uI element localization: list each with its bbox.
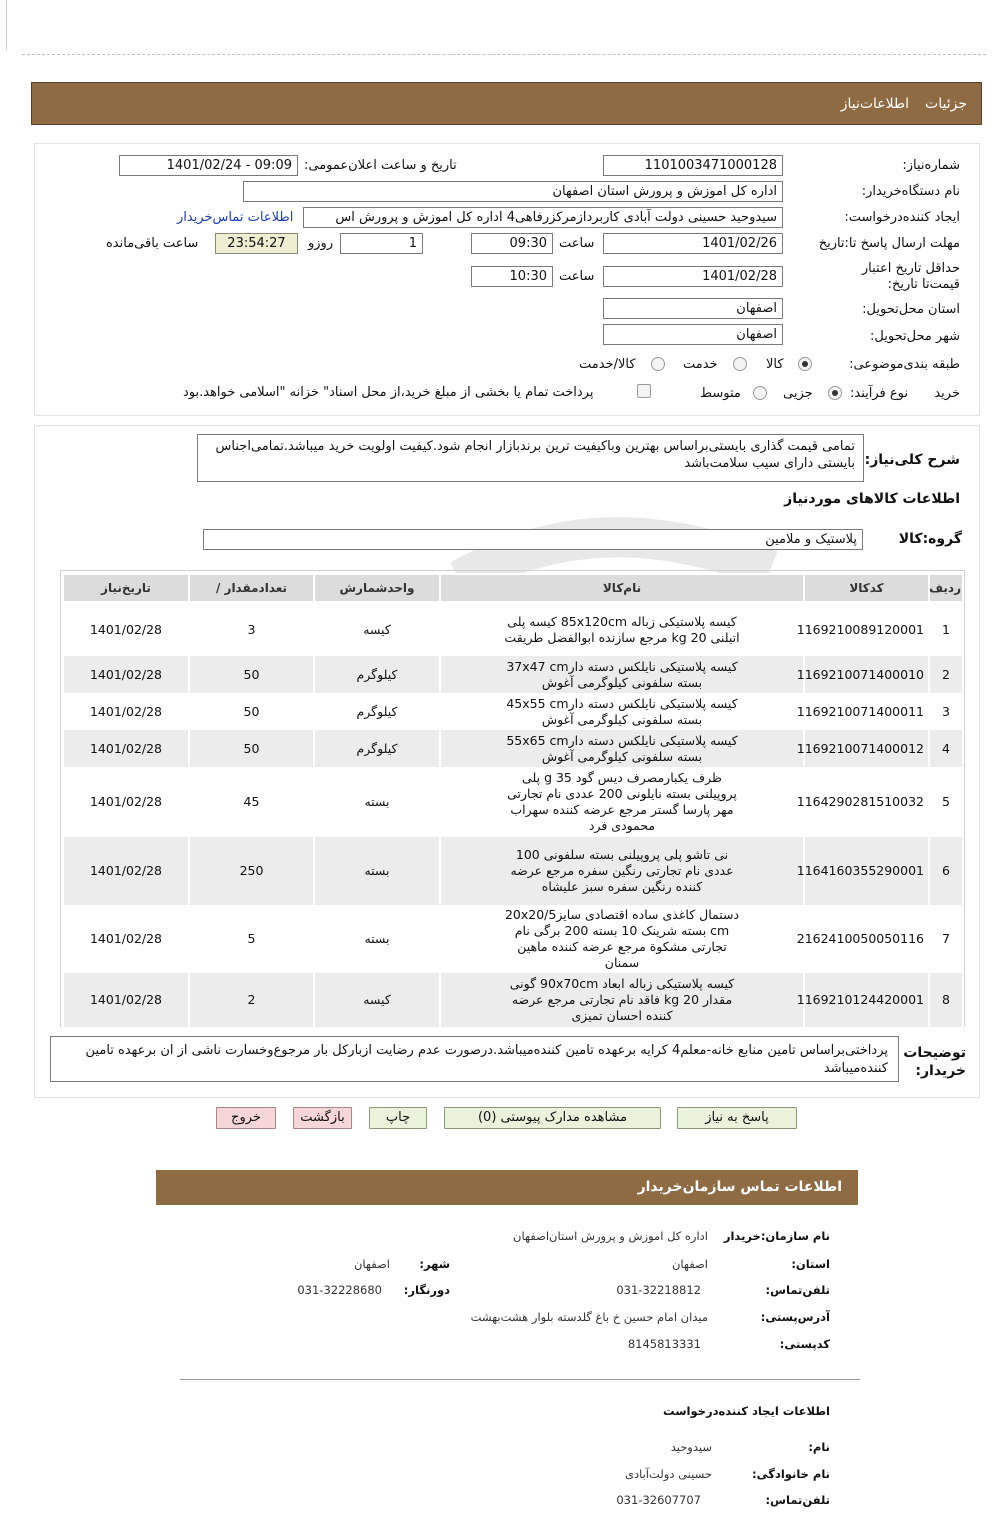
top-divider [22, 54, 986, 55]
cell-name: نی تاشو پلی پروپیلنی بسته سلفونی 100 عددی نام تجارتی رنگین سفره مرجع عرضه کننده رنگین سفره سبز علیشاه [440, 837, 804, 905]
contact-org-value: اداره کل اموزش و پرورش استان‌اصفهان [513, 1229, 708, 1243]
back-button[interactable]: بازگشت [293, 1107, 352, 1129]
cell-name: دستمال کاغذی ساده اقتصادی سایز20x20/5 cm بسته شرینک 10 بسته 200 برگی نام تجارتی مشکوة مرجع عرضه کننده ماهین سمنان [440, 905, 804, 973]
cell-name: کیسه پلاستیکی نایلکس دسته دار45x55 cm بسته سلفونی کیلوگرمی آغوش [440, 693, 804, 730]
cell-qty: 250 [189, 837, 314, 905]
table-row [63, 767, 963, 837]
contact-city-value: اصفهان [353, 1257, 390, 1271]
buyer-org-field: اداره کل اموزش و پرورش استان اصفهان [243, 181, 783, 202]
cell-name: کیسه پلاستیکی زباله 85x120cm کیسه پلی اتیلنی 20 kg مرجع سازنده ابوالفضل طریقت [440, 602, 804, 656]
buyer-contact-link[interactable]: اطلاعات تماس‌خریدار [177, 210, 294, 225]
need-number-label: شماره‌نیاز: [902, 158, 960, 173]
col-unit: واحدشمارش [314, 574, 440, 602]
days-field: 1 [340, 233, 423, 254]
cell-qty: 3 [189, 602, 314, 656]
treasury-payment-checkbox[interactable] [637, 384, 651, 398]
announce-label: تاریخ و ساعت اعلان‌عمومی: [304, 158, 457, 173]
cell-unit: کیلوگرم [314, 693, 440, 730]
cell-code: 2162410050050116 [804, 905, 929, 973]
category-both-radio[interactable] [651, 357, 665, 371]
cell-qty: 50 [189, 693, 314, 730]
group-field: پلاستیک و ملامین [203, 529, 863, 550]
remaining-label: ساعت باقی‌مانده [106, 236, 199, 251]
contact-city-label: شهر: [419, 1257, 450, 1271]
col-qty: تعدادمقدار / [189, 574, 314, 602]
cell-unit: بسته [314, 905, 440, 973]
contact-address-label: آدرس‌پستی: [760, 1310, 830, 1324]
table-row [63, 656, 963, 693]
tab-need-info[interactable]: اطلاعات‌نیاز [840, 95, 910, 112]
contact-section-header: اطلاعات تماس سازمان‌خریدار [156, 1170, 858, 1205]
process-medium-label: متوسط [700, 386, 741, 401]
creator-family-value: حسینی دولت‌آبادی [624, 1467, 712, 1481]
cell-unit: بسته [314, 767, 440, 837]
cell-unit: کیلوگرم [314, 656, 440, 693]
exit-button[interactable]: خروج [216, 1107, 276, 1129]
cell-code: 1169210071400011 [804, 693, 929, 730]
cell-unit: کیسه [314, 602, 440, 656]
creator-label: ایجاد کننده‌درخواست: [844, 210, 960, 225]
treasury-payment-note: پرداخت تمام یا بخشی از مبلغ خرید،از محل اسناد" خزانه "اسلامی خواهد.بود [183, 385, 594, 400]
cell-row: 4 [929, 730, 963, 767]
cell-code: 1169210089120001 [804, 602, 929, 656]
cell-row: 5 [929, 767, 963, 837]
col-row: ردیف [929, 574, 963, 602]
days-label: روزو [308, 236, 334, 251]
contact-phone-value: 031-32218812 [616, 1283, 701, 1297]
cell-date: 1401/02/28 [63, 767, 189, 837]
cell-qty: 5 [189, 905, 314, 973]
process-medium-radio[interactable] [753, 386, 767, 400]
deadline-label: مهلت ارسال پاسخ تا:تاریخ [818, 236, 960, 251]
contact-address-value: میدان امام حسین خ باغ گلدسته بلوار هشت‌بهشت [470, 1310, 708, 1324]
contact-province-label: استان: [791, 1257, 830, 1271]
contact-postal-label: کد‌پستی: [779, 1337, 830, 1351]
contact-separator [180, 1379, 860, 1380]
creator-phone-label: تلفن‌تماس: [765, 1493, 830, 1507]
creator-family-label: نام خانوادگی: [752, 1467, 830, 1481]
buyer-notes-field: پرداختی‌براساس تامین منابع خانه-معلم4 کرایه برعهده تامین کننده‌میباشد.درصورت عدم رضایت ازبارکل بار مرجوع‌وخسارت ناشی از ان برعهده تامین کننده‌میباشد [50, 1036, 899, 1082]
cell-row: 7 [929, 905, 963, 973]
creator-field: سیدوحید حسینی دولت آبادی کاربرداز‌مرکزرفاهی4 اداره کل اموزش و پرورش اس [303, 207, 783, 228]
cell-date: 1401/02/28 [63, 973, 189, 1027]
category-service-radio[interactable] [733, 357, 747, 371]
table-row [63, 693, 963, 730]
cell-code: 1169210071400010 [804, 656, 929, 693]
goods-info-label: اطلاعات کالاهای موردنیاز [784, 491, 960, 507]
cell-qty: 45 [189, 767, 314, 837]
cell-date: 1401/02/28 [63, 837, 189, 905]
col-name: نام‌کالا [440, 574, 804, 602]
items-table [62, 573, 964, 1027]
process-label: نوع فرآیند: [850, 386, 908, 401]
process-buy-label: خرید [934, 386, 960, 401]
creator-name-label: نام: [808, 1440, 830, 1454]
cell-qty: 50 [189, 656, 314, 693]
general-desc-field: تمامی قیمت گذاری بایستی‌براساس بهترین وباکیفیت ترین برندبازار انجام شود.کیفیت اولویت خرید میباشد.تمامی‌اجناس بایستی دارای سیب سلامت‌باشد [197, 434, 864, 482]
category-label: طبقه بندی‌موضوعی: [849, 357, 960, 372]
remaining-time-field: 23:54:27 [215, 233, 298, 254]
city-field: اصفهان [603, 324, 783, 345]
validity-time-field: 10:30 [471, 266, 553, 287]
print-button[interactable]: چاپ [369, 1107, 427, 1129]
validity-label: حداقل تاریخ اعتبار قیمت‌تا تاریخ: [861, 261, 960, 292]
process-partial-radio[interactable] [828, 386, 842, 400]
deadline-time-label: ساعت [559, 236, 595, 251]
category-both-label: کالا/خدمت [579, 357, 636, 372]
cell-row: 1 [929, 602, 963, 656]
cell-row: 3 [929, 693, 963, 730]
cell-row: 2 [929, 656, 963, 693]
cell-code: 1169210124420001 [804, 973, 929, 1027]
buyer-org-label: نام دستگاه‌خریدار: [861, 184, 960, 199]
tab-details[interactable]: جزئیات [925, 95, 967, 112]
attachments-button[interactable]: مشاهده مدارک پیوستی (0) [444, 1107, 661, 1129]
cell-date: 1401/02/28 [63, 602, 189, 656]
reply-button[interactable]: پاسخ به نیاز [677, 1107, 797, 1129]
deadline-date-field: 1401/02/26 [603, 233, 783, 254]
table-header-row [63, 574, 963, 602]
cell-name: کیسه پلاستیکی نایلکس دسته دار37x47 cm بسته سلفونی کیلوگرمی آغوش [440, 656, 804, 693]
col-code: کدکالا [804, 574, 929, 602]
contact-phone-label: تلفن‌تماس: [765, 1283, 830, 1297]
creator-name-value: سیدوحید [670, 1440, 712, 1454]
table-row [63, 602, 963, 656]
cell-date: 1401/02/28 [63, 656, 189, 693]
cell-name: ظرف یکبارمصرف دیس گود 35 g پلی پروپیلنی بسته نایلونی 200 عددی نام تجارتی مهر پارسا گستر مرجع عرضه کننده سهراب محمودی فرد [440, 767, 804, 837]
cell-date: 1401/02/28 [63, 730, 189, 767]
contact-fax-label: دورنگار: [403, 1283, 450, 1297]
creator-section-title: اطلاعات ایجاد کننده‌درخواست [663, 1404, 830, 1418]
cell-code: 1169210071400012 [804, 730, 929, 767]
deadline-time-field: 09:30 [471, 233, 553, 254]
cell-date: 1401/02/28 [63, 905, 189, 973]
announce-field: 1401/02/24 - 09:09 [119, 155, 298, 176]
validity-time-label: ساعت [559, 269, 595, 284]
table-row [63, 973, 963, 1027]
group-label: گروه:کالا [898, 531, 962, 547]
page-header-bar [31, 82, 982, 125]
table-row [63, 837, 963, 905]
table-row [63, 905, 963, 973]
cell-row: 8 [929, 973, 963, 1027]
general-desc-label: شرح کلی‌نیاز: [864, 452, 960, 468]
cell-qty: 2 [189, 973, 314, 1027]
cell-name: کیسه پلاستیکی زباله ابعاد 90x70cm گونی مقدار 20 kg فاقد نام تجارتی مرجع عرضه کننده احسان تمیزی [440, 973, 804, 1027]
cell-name: کیسه پلاستیکی نایلکس دسته دار55x65 cm بسته سلفونی کیلوگرمی آغوش [440, 730, 804, 767]
cell-unit: کیلوگرم [314, 730, 440, 767]
cell-row: 6 [929, 837, 963, 905]
cell-qty: 50 [189, 730, 314, 767]
city-label: شهر محل‌تحویل: [870, 329, 960, 344]
category-goods-radio[interactable] [798, 357, 812, 371]
col-date: تاریخ‌نیاز [63, 574, 189, 602]
contact-postal-value: 8145813331 [627, 1337, 701, 1351]
cell-unit: بسته [314, 837, 440, 905]
page-edge-line [6, 0, 7, 50]
contact-org-label: نام سازمان‌:خریدار [723, 1229, 830, 1243]
need-number-field: 1101003471000128 [603, 155, 783, 176]
contact-fax-value: 031-32228680 [297, 1283, 382, 1297]
validity-date-field: 1401/02/28 [603, 266, 783, 287]
category-service-label: خدمت [683, 357, 718, 372]
contact-province-value: اصفهان [671, 1257, 708, 1271]
process-partial-label: جزیی [783, 386, 813, 401]
cell-code: 1164290281510032 [804, 767, 929, 837]
cell-date: 1401/02/28 [63, 693, 189, 730]
cell-unit: کیسه [314, 973, 440, 1027]
category-goods-label: کالا [766, 357, 784, 372]
cell-code: 1164160355290001 [804, 837, 929, 905]
buyer-notes-label: توضیحات خریدار: [903, 1045, 966, 1079]
province-field: اصفهان [603, 298, 783, 319]
creator-phone-value: 031-32607707 [616, 1493, 701, 1507]
table-row [63, 730, 963, 767]
province-label: استان محل‌تحویل: [862, 302, 960, 317]
